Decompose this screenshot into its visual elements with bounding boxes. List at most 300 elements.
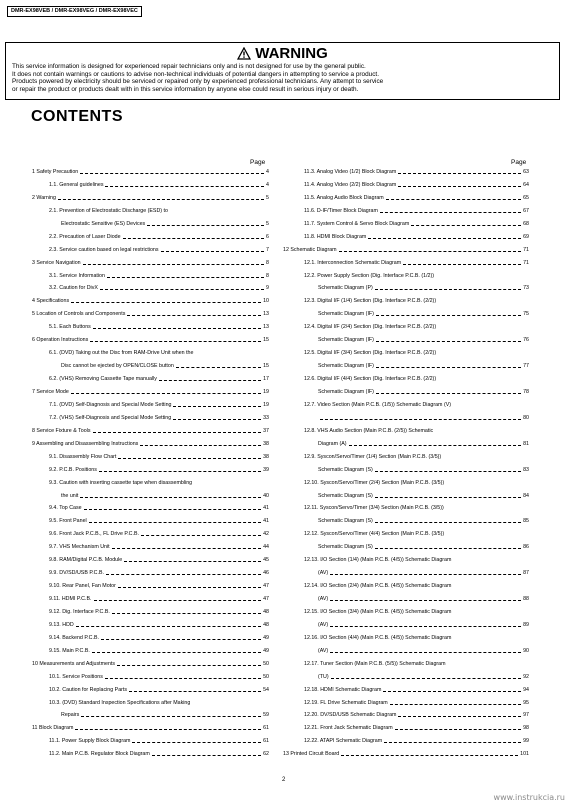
toc-dot-leader bbox=[90, 341, 261, 342]
toc-entry[interactable] bbox=[283, 648, 529, 655]
toc-entry-title: 12 Schematic Diagram bbox=[283, 246, 337, 253]
toc-entry-title: 11.7. System Control & Servo Block Diagram bbox=[304, 220, 410, 227]
toc-entry[interactable] bbox=[283, 751, 529, 758]
toc-entry[interactable] bbox=[32, 195, 269, 202]
toc-entry-title: 12.5. Digital I/F (3/4) Section (Dig. Interface P.C.B. (2/2)) bbox=[304, 350, 437, 357]
toc-entry[interactable] bbox=[283, 467, 529, 474]
toc-dot-leader bbox=[173, 406, 261, 407]
toc-entry-title: 11.2. Main P.C.B. Regulator Block Diagram bbox=[49, 751, 150, 758]
toc-dot-leader bbox=[80, 497, 261, 498]
toc-entry-page: 33 bbox=[263, 414, 269, 421]
toc-entry-title: 9.6. Front Jack P.C.B., FL Drive P.C.B. bbox=[49, 531, 139, 538]
toc-entry-title: 11 Block Diagram bbox=[32, 725, 74, 732]
toc-entry[interactable] bbox=[32, 570, 269, 577]
toc-entry[interactable] bbox=[283, 285, 529, 292]
toc-dot-leader bbox=[330, 574, 521, 575]
toc-dot-leader bbox=[105, 678, 261, 679]
toc-dot-leader bbox=[71, 302, 261, 303]
toc-entry[interactable] bbox=[283, 609, 529, 616]
watermark: www.instrukcia.ru bbox=[493, 793, 565, 802]
toc-entry[interactable] bbox=[32, 428, 269, 435]
toc-entry-title: Schematic Diagram (IF) bbox=[318, 363, 374, 370]
toc-entry[interactable] bbox=[32, 389, 269, 396]
toc-entry[interactable] bbox=[32, 337, 269, 344]
toc-entry[interactable] bbox=[283, 208, 529, 215]
toc-entry-page: 5 bbox=[266, 194, 269, 201]
toc-entry-title: 9.4. Top Case bbox=[49, 505, 82, 512]
toc-entry-title: 9.13. HDD bbox=[49, 621, 74, 628]
toc-dot-leader bbox=[76, 626, 261, 627]
toc-entry[interactable] bbox=[32, 234, 269, 241]
toc-dot-leader bbox=[395, 729, 521, 730]
toc-entry[interactable] bbox=[32, 700, 269, 707]
toc-dot-leader bbox=[376, 367, 521, 368]
toc-entry[interactable] bbox=[283, 635, 529, 642]
toc-entry-page: 38 bbox=[263, 440, 269, 447]
toc-dot-leader bbox=[127, 315, 261, 316]
toc-dot-leader bbox=[390, 704, 521, 705]
toc-entry[interactable] bbox=[32, 596, 269, 603]
toc-entry-page: 37 bbox=[263, 427, 269, 434]
toc-entry-title: 4 Specifications bbox=[32, 298, 70, 305]
toc-entry-page: 95 bbox=[523, 699, 529, 706]
toc-entry[interactable] bbox=[283, 234, 529, 241]
toc-entry[interactable] bbox=[32, 557, 269, 564]
toc-entry[interactable] bbox=[283, 700, 529, 707]
toc-entry-page: 7 bbox=[266, 246, 269, 253]
toc-dot-leader bbox=[398, 716, 521, 717]
toc-dot-leader bbox=[93, 432, 261, 433]
toc-entry-page: 48 bbox=[263, 621, 269, 628]
toc-entry[interactable] bbox=[32, 712, 269, 719]
toc-entry[interactable] bbox=[32, 687, 269, 694]
toc-dot-leader bbox=[83, 264, 264, 265]
toc-entry-page: 49 bbox=[263, 647, 269, 654]
toc-entry[interactable] bbox=[283, 273, 529, 280]
toc-entry-title: 12.11. Syscon/Servo/Timer (3/4) Section (Main P.C.B. (3/5)) bbox=[304, 505, 444, 512]
toc-dot-leader bbox=[330, 652, 521, 653]
toc-entry[interactable] bbox=[283, 544, 529, 551]
page-column-label-left: Page bbox=[250, 159, 266, 166]
toc-entry-page: 92 bbox=[523, 673, 529, 680]
toc-entry[interactable] bbox=[32, 635, 269, 642]
toc-entry-title: 9.2. P.C.B. Positions bbox=[49, 466, 97, 473]
toc-entry-title: Schematic Diagram (S) bbox=[318, 492, 373, 499]
toc-entry-title: 12.3. Digital I/F (1/4) Section (Dig. Interface P.C.B. (2/2)) bbox=[304, 298, 437, 305]
toc-entry-page: 63 bbox=[523, 169, 529, 175]
toc-entry-title: 1 Safety Precaution bbox=[32, 169, 79, 175]
toc-entry[interactable] bbox=[283, 247, 529, 254]
toc-entry-page: 41 bbox=[263, 505, 269, 512]
toc-entry[interactable] bbox=[283, 518, 529, 525]
toc-entry-page: 47 bbox=[263, 596, 269, 603]
toc-entry-title: 9.10. Rear Panel, Fan Motor bbox=[49, 583, 116, 590]
toc-dot-leader bbox=[330, 600, 521, 601]
warning-title: WARNING bbox=[255, 45, 328, 62]
toc-dot-leader bbox=[376, 341, 521, 342]
toc-entry-page: 86 bbox=[523, 544, 529, 551]
toc-entry-page: 65 bbox=[523, 194, 529, 201]
toc-entry[interactable] bbox=[283, 441, 529, 448]
toc-entry[interactable] bbox=[32, 467, 269, 474]
toc-entry-page: 46 bbox=[263, 570, 269, 577]
toc-entry-title: 11.4. Analog Video (2/2) Block Diagram bbox=[304, 181, 397, 188]
toc-entry-page: 71 bbox=[523, 246, 529, 253]
toc-dot-leader bbox=[107, 277, 264, 278]
warning-text-line: or repair the product or products dealt with in this service information by anyone else could result in serious injury or death. bbox=[12, 85, 359, 93]
toc-entry[interactable] bbox=[32, 648, 269, 655]
toc-dot-leader bbox=[173, 419, 261, 420]
toc-dot-leader bbox=[375, 289, 521, 290]
toc-dot-leader bbox=[147, 225, 264, 226]
toc-entry-page: 10 bbox=[263, 298, 269, 305]
toc-entry[interactable] bbox=[283, 195, 529, 202]
toc-entry-title: 3 Service Navigation bbox=[32, 259, 81, 266]
toc-entry[interactable] bbox=[283, 402, 529, 409]
toc-entry[interactable] bbox=[32, 247, 269, 254]
toc-dot-leader bbox=[75, 729, 261, 730]
toc-entry-page: 80 bbox=[523, 414, 529, 421]
toc-entry-page: 50 bbox=[263, 673, 269, 680]
toc-entry-page: 61 bbox=[263, 725, 269, 732]
toc-entry[interactable] bbox=[32, 182, 269, 189]
toc-entry[interactable] bbox=[283, 674, 529, 681]
toc-entry-title: 10.1. Service Positions bbox=[49, 673, 103, 680]
toc-entry-title: (AV) bbox=[318, 621, 329, 628]
toc-entry-title: 12.16. I/O Section (4/4) (Main P.C.B. (4/5)) Schematic Diagram bbox=[304, 634, 452, 641]
toc-entry-page: 76 bbox=[523, 337, 529, 344]
toc-entry[interactable] bbox=[32, 350, 269, 357]
toc-dot-leader bbox=[368, 238, 521, 239]
toc-entry-page: 61 bbox=[263, 738, 269, 745]
toc-entry-title: 10.2. Caution for Replacing Parts bbox=[49, 686, 128, 693]
toc-dot-leader bbox=[112, 613, 261, 614]
toc-dot-leader bbox=[100, 289, 264, 290]
toc-entry-title: Schematic Diagram (S) bbox=[318, 466, 373, 473]
toc-entry-title: 12.14. I/O Section (2/4) (Main P.C.B. (4/5)) Schematic Diagram bbox=[304, 583, 452, 590]
toc-entry-page: 75 bbox=[523, 311, 529, 318]
toc-entry[interactable] bbox=[283, 337, 529, 344]
toc-dot-leader bbox=[375, 497, 521, 498]
toc-entry-page: 88 bbox=[523, 596, 529, 603]
toc-entry[interactable] bbox=[32, 311, 269, 318]
toc-dot-leader bbox=[81, 716, 261, 717]
toc-entry-title: (AV) bbox=[318, 647, 329, 654]
toc-entry-title: 12.8. VHS Audio Section (Main P.C.B. (2/5)) Schematic bbox=[304, 427, 434, 434]
toc-entry-title: 7.2. (VHS) Self-Diagnosis and Special Mode Setting bbox=[49, 414, 172, 421]
toc-entry-title: (AV) bbox=[318, 570, 329, 577]
toc-entry-title: 6.1. (DVD) Taking out the Disc from RAM-Drive Unit when the bbox=[49, 350, 194, 357]
toc-entry-page: 19 bbox=[263, 388, 269, 395]
toc-entry[interactable] bbox=[32, 505, 269, 512]
toc-entry-page: 13 bbox=[263, 324, 269, 331]
toc-entry-title: 1.1. General guidelines bbox=[49, 181, 104, 188]
toc-entry[interactable] bbox=[283, 363, 529, 370]
toc-entry[interactable] bbox=[283, 725, 529, 732]
toc-entry[interactable] bbox=[32, 622, 269, 629]
toc-entry[interactable] bbox=[283, 324, 529, 331]
toc-entry-title: 5.1. Each Buttons bbox=[49, 324, 91, 331]
toc-dot-leader bbox=[376, 393, 521, 394]
toc-entry-title: 12.18. HDMI Schematic Diagram bbox=[304, 686, 382, 693]
toc-entry[interactable] bbox=[32, 738, 269, 745]
toc-entry[interactable] bbox=[283, 661, 529, 668]
toc-entry-title: 12.20. DV/SD/USB Schematic Diagram bbox=[304, 712, 397, 719]
toc-entry-title: the unit bbox=[61, 492, 79, 499]
toc-entry-title: 12.21. Front Jack Schematic Diagram bbox=[304, 725, 393, 732]
toc-dot-leader bbox=[341, 755, 518, 756]
toc-entry-title: 11.3. Analog Video (1/2) Block Diagram bbox=[304, 169, 397, 175]
toc-entry-title: 12.4. Digital I/F (2/4) Section (Dig. Interface P.C.B. (2/2)) bbox=[304, 324, 437, 331]
warning-text-line: This service information is designed for experienced repair technicians only and is not designed for use by the general public. bbox=[12, 63, 366, 70]
toc-dot-leader bbox=[124, 561, 261, 562]
toc-entry[interactable] bbox=[32, 531, 269, 538]
toc-entry[interactable] bbox=[32, 674, 269, 681]
toc-entry[interactable] bbox=[283, 221, 529, 228]
toc-dot-leader bbox=[89, 522, 261, 523]
toc-entry[interactable] bbox=[283, 428, 529, 435]
toc-entry[interactable] bbox=[283, 570, 529, 577]
toc-entry-page: 69 bbox=[523, 233, 529, 240]
toc-entry-page: 94 bbox=[523, 686, 529, 693]
toc-entry-title: 12.9. Syscon/Servo/Timer (1/4) Section (Main P.C.B. (3/5)) bbox=[304, 453, 442, 460]
toc-entry[interactable] bbox=[283, 311, 529, 318]
toc-entry-title: 11.6. D-IF/Timer Block Diagram bbox=[304, 207, 378, 214]
toc-entry[interactable] bbox=[32, 402, 269, 409]
toc-entry[interactable] bbox=[283, 622, 529, 629]
toc-dot-leader bbox=[112, 548, 261, 549]
toc-entry[interactable] bbox=[32, 324, 269, 331]
toc-entry-page: 83 bbox=[523, 466, 529, 473]
toc-entry-page: 101 bbox=[520, 751, 529, 758]
toc-dot-leader bbox=[94, 600, 261, 601]
toc-dot-leader bbox=[161, 251, 264, 252]
toc-entry[interactable] bbox=[283, 712, 529, 719]
toc-dot-leader bbox=[101, 639, 261, 640]
contents-title: CONTENTS bbox=[31, 108, 123, 125]
toc-entry-page: 64 bbox=[523, 181, 529, 188]
toc-dot-leader bbox=[331, 678, 521, 679]
toc-entry[interactable] bbox=[283, 376, 529, 383]
toc-entry[interactable] bbox=[283, 583, 529, 590]
toc-entry-page: 59 bbox=[263, 712, 269, 719]
toc-entry-title: 13 Printed Circuit Board bbox=[283, 751, 340, 758]
toc-entry-title: 12.13. I/O Section (1/4) (Main P.C.B. (4/5)) Schematic Diagram bbox=[304, 557, 452, 564]
toc-entry-title: Schematic Diagram (IF) bbox=[318, 311, 374, 318]
toc-entry-page: 44 bbox=[263, 544, 269, 551]
toc-dot-leader bbox=[118, 587, 261, 588]
toc-entry-title: 9.11. HDMI P.C.B. bbox=[49, 596, 92, 603]
toc-dot-leader bbox=[383, 691, 521, 692]
toc-dot-leader bbox=[129, 691, 261, 692]
toc-dot-leader bbox=[152, 755, 261, 756]
toc-entry-page: 84 bbox=[523, 492, 529, 499]
toc-entry-title: 3.1. Service Information bbox=[49, 272, 105, 279]
toc-dot-leader bbox=[375, 548, 521, 549]
toc-dot-leader bbox=[375, 522, 521, 523]
toc-entry-page: 97 bbox=[523, 712, 529, 719]
toc-dot-leader bbox=[105, 186, 264, 187]
toc-entry-title: Electrostatic Sensitive (ES) Devices bbox=[61, 220, 146, 227]
toc-entry-page: 67 bbox=[523, 207, 529, 214]
toc-entry[interactable] bbox=[32, 298, 269, 305]
toc-entry[interactable] bbox=[32, 169, 269, 176]
toc-dot-leader bbox=[380, 212, 521, 213]
toc-dot-leader bbox=[141, 535, 261, 536]
toc-entry-title: 12.19. FL Drive Schematic Diagram bbox=[304, 699, 388, 706]
toc-entry[interactable] bbox=[32, 208, 269, 215]
toc-entry-title: 11.1. Power Supply Block Diagram bbox=[49, 738, 131, 745]
toc-dot-leader bbox=[349, 445, 521, 446]
toc-entry-page: 9 bbox=[266, 285, 269, 292]
toc-entry-title: Disc cannot be ejected by OPEN/CLOSE button bbox=[61, 363, 174, 370]
toc-entry[interactable] bbox=[283, 531, 529, 538]
toc-entry[interactable] bbox=[32, 376, 269, 383]
toc-entry-page: 19 bbox=[263, 401, 269, 408]
toc-dot-leader bbox=[159, 380, 261, 381]
toc-entry-page: 17 bbox=[263, 376, 269, 383]
toc-dot-leader bbox=[375, 471, 521, 472]
toc-dot-leader bbox=[71, 393, 261, 394]
toc-entry-page: 42 bbox=[263, 531, 269, 538]
toc-entry[interactable] bbox=[32, 260, 269, 267]
toc-entry-page: 48 bbox=[263, 608, 269, 615]
toc-entry-title: (AV) bbox=[318, 596, 329, 603]
toc-dot-leader bbox=[58, 199, 264, 200]
toc-entry-title: 12.6. Digital I/F (4/4) Section (Dig. Interface P.C.B. (2/2)) bbox=[304, 376, 437, 383]
toc-entry[interactable] bbox=[32, 363, 269, 370]
toc-entry-page: 41 bbox=[263, 518, 269, 525]
toc-entry[interactable] bbox=[283, 505, 529, 512]
toc-entry[interactable] bbox=[283, 738, 529, 745]
toc-entry-page: 62 bbox=[263, 751, 269, 758]
toc-entry-page: 99 bbox=[523, 738, 529, 745]
toc-entry[interactable] bbox=[283, 298, 529, 305]
toc-entry-title: 9.9. DV/SD/USB P.C.B. bbox=[49, 570, 104, 577]
toc-entry-title: 2.2. Precaution of Laser Diode bbox=[49, 233, 121, 240]
toc-dot-leader bbox=[106, 574, 261, 575]
toc-entry-page: 89 bbox=[523, 621, 529, 628]
toc-entry[interactable] bbox=[32, 493, 269, 500]
toc-dot-leader bbox=[80, 173, 264, 174]
toc-dot-leader bbox=[330, 626, 521, 627]
toc-dot-leader bbox=[118, 458, 261, 459]
toc-entry-page: 15 bbox=[263, 337, 269, 344]
toc-entry[interactable] bbox=[283, 260, 529, 267]
warning-text-line: It does not contain warnings or cautions to advise non-technical individuals of potential dangers in attempting to service a product. bbox=[12, 70, 379, 78]
toc-entry[interactable] bbox=[32, 273, 269, 280]
toc-entry[interactable] bbox=[32, 454, 269, 461]
toc-dot-leader bbox=[376, 315, 521, 316]
toc-entry-page: 49 bbox=[263, 634, 269, 641]
toc-entry-title: 12.12. Syscon/Servo/Timer (4/4) Section (Main P.C.B. (3/5)) bbox=[304, 531, 445, 538]
page-column-label-right: Page bbox=[511, 159, 527, 166]
toc-entry-page: 78 bbox=[523, 388, 529, 395]
toc-entry-title: 9.12. Dig. Interface P.C.B. bbox=[49, 608, 110, 615]
toc-entry[interactable] bbox=[32, 285, 269, 292]
toc-entry[interactable] bbox=[32, 725, 269, 732]
toc-entry-page: 6 bbox=[266, 233, 269, 240]
toc-dot-leader bbox=[339, 251, 521, 252]
toc-entry-title: 9.14. Backend P.C.B. bbox=[49, 634, 99, 641]
toc-entry[interactable] bbox=[283, 389, 529, 396]
toc-entry-title: 2.1. Prevention of Electrostatic Discharge (ESD) to bbox=[49, 207, 168, 214]
toc-entry[interactable] bbox=[32, 609, 269, 616]
toc-dot-leader bbox=[84, 509, 261, 510]
toc-entry[interactable] bbox=[283, 557, 529, 564]
toc-entry[interactable] bbox=[283, 169, 529, 176]
toc-entry[interactable] bbox=[283, 454, 529, 461]
toc-entry-title: 9.8. RAM/Digital P.C.B. Module bbox=[49, 557, 123, 564]
toc-entry-title: 12.2. Power Supply Section (Dig. Interface P.C.B. (1/2)) bbox=[304, 272, 435, 279]
toc-entry-title: 9.5. Front Panel bbox=[49, 518, 87, 525]
toc-dot-leader bbox=[398, 186, 521, 187]
toc-entry-page: 38 bbox=[263, 453, 269, 460]
toc-entry-title: Schematic Diagram (P) bbox=[318, 285, 373, 292]
toc-entry-title: 8 Service Fixture & Tools bbox=[32, 427, 91, 434]
toc-entry-page: 40 bbox=[263, 492, 269, 499]
toc-entry-title: 3.2. Caution for DivX bbox=[49, 285, 98, 292]
toc-entry-title: 12.1. Interconnection Schematic Diagram bbox=[304, 259, 402, 266]
toc-entry[interactable] bbox=[32, 661, 269, 668]
toc-entry[interactable] bbox=[32, 415, 269, 422]
toc-entry[interactable] bbox=[32, 441, 269, 448]
toc-entry-title: 7.1. (DVD) Self-Diagnosis and Special Mode Setting bbox=[49, 401, 172, 408]
toc-dot-leader bbox=[99, 471, 261, 472]
toc-entry[interactable] bbox=[283, 687, 529, 694]
warning-triangle-icon bbox=[237, 47, 251, 60]
toc-entry-title: Schematic Diagram (IF) bbox=[318, 337, 374, 344]
toc-entry[interactable] bbox=[32, 221, 269, 228]
toc-entry[interactable] bbox=[32, 544, 269, 551]
toc-entry-page: 77 bbox=[523, 363, 529, 370]
warning-text-line: Products powered by electricity should be serviced or repaired only by experienced professional technicians. Any attempt to service bbox=[12, 78, 384, 86]
toc-entry-title: 2 Warning bbox=[32, 194, 56, 201]
toc-entry-page: 4 bbox=[266, 181, 269, 188]
toc-entry-title: 9.7. VHS Mechanism Unit bbox=[49, 544, 110, 551]
toc-entry[interactable] bbox=[283, 415, 529, 422]
toc-dot-leader bbox=[176, 367, 261, 368]
toc-entry[interactable] bbox=[283, 182, 529, 189]
toc-entry-title: 12.22. ATAPI Schematic Diagram bbox=[304, 738, 383, 745]
toc-entry[interactable] bbox=[283, 480, 529, 487]
toc-entry[interactable] bbox=[32, 583, 269, 590]
toc-entry[interactable] bbox=[283, 350, 529, 357]
toc-dot-leader bbox=[320, 419, 521, 420]
toc-entry-title: 11.5. Analog Audio Block Diagram bbox=[304, 194, 384, 201]
toc-entry-page: 8 bbox=[266, 259, 269, 266]
toc-entry-title: 9.15. Main P.C.B. bbox=[49, 647, 90, 654]
warning-heading bbox=[12, 45, 553, 62]
toc-entry[interactable] bbox=[32, 751, 269, 758]
toc-entry-page: 15 bbox=[263, 363, 269, 370]
toc-entry-page: 4 bbox=[266, 169, 269, 175]
toc-entry-title: 7 Service Mode bbox=[32, 388, 69, 395]
toc-entry-page: 5 bbox=[266, 220, 269, 227]
toc-entry-page: 81 bbox=[523, 440, 529, 447]
toc-entry-title: 10.3. (DVD) Standard Inspection Specifications after Making bbox=[49, 699, 191, 706]
toc-entry-title: 12.15. I/O Section (3/4) (Main P.C.B. (4/5)) Schematic Diagram bbox=[304, 608, 452, 615]
toc-entry-title: Schematic Diagram (S) bbox=[318, 544, 373, 551]
toc-entry[interactable] bbox=[32, 518, 269, 525]
toc-entry-title: 11.8. HDMI Block Diagram bbox=[304, 233, 367, 240]
toc-entry-page: 50 bbox=[263, 660, 269, 667]
toc-entry[interactable] bbox=[32, 480, 269, 487]
toc-entry-title: 12.17. Tuner Section (Main P.C.B. (5/5)) Schematic Diagram bbox=[304, 660, 446, 667]
toc-entry[interactable] bbox=[283, 596, 529, 603]
toc-entry[interactable] bbox=[283, 493, 529, 500]
toc-entry-page: 47 bbox=[263, 583, 269, 590]
